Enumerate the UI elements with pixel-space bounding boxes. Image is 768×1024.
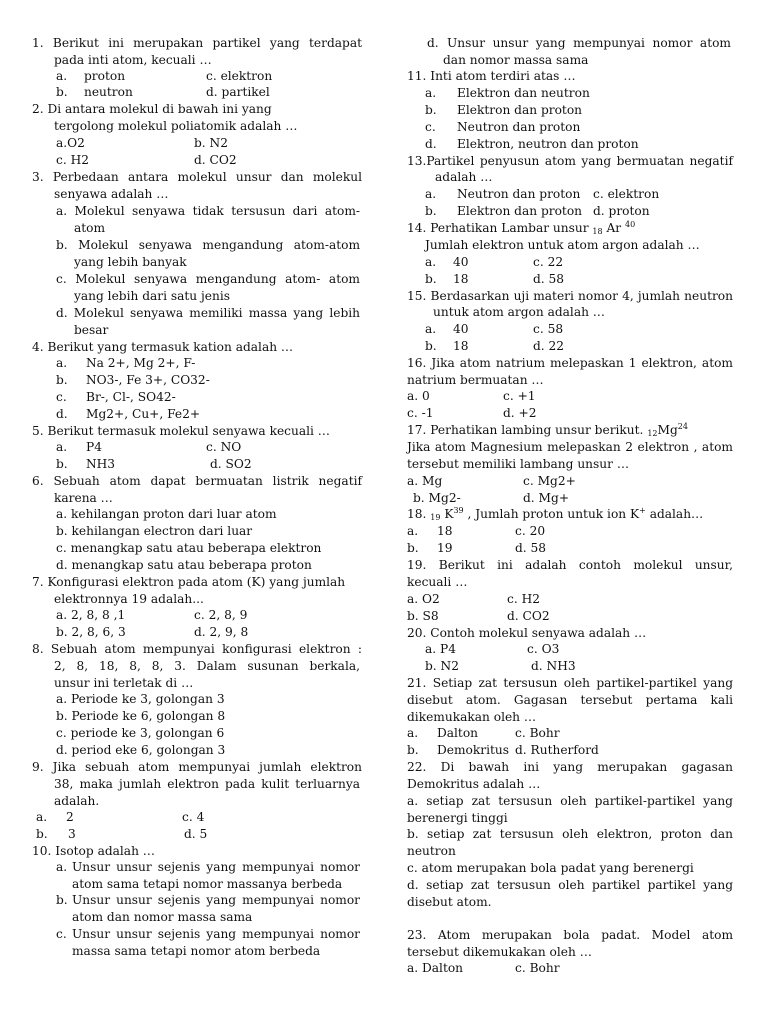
option-label: c. — [56, 927, 67, 941]
option: c. +1 — [503, 389, 536, 403]
option: NO3-, Fe 3+, CO32- — [86, 373, 210, 387]
option-label: d. — [56, 407, 68, 421]
option: d. +2 — [503, 406, 537, 420]
question-22-cont: Demokritus adalah … — [407, 777, 541, 791]
option: 3 — [68, 827, 76, 841]
question-10: 10. Isotop adalah … — [32, 844, 155, 858]
option: Neutron dan proton — [457, 120, 581, 134]
question-8-cont: 2, 8, 18, 8, 8, 3. Dalam susunan berkala, — [54, 659, 360, 673]
option-label: a. — [56, 69, 68, 83]
option: d. CO2 — [194, 153, 237, 167]
option-label: a. — [425, 86, 437, 100]
option: c. NO — [206, 440, 242, 454]
option: c. O3 — [527, 642, 560, 656]
option: a. O2 — [407, 592, 440, 606]
question-18-end: adalah… — [645, 507, 704, 521]
option: c. Mg2+ — [523, 474, 576, 488]
option-label: b. — [425, 339, 437, 353]
option-cont: yang lebih banyak — [74, 255, 187, 269]
question-3-cont: senyawa adalah … — [54, 187, 169, 201]
option: 19 — [437, 541, 453, 555]
option: d. CO2 — [507, 609, 550, 623]
option: Unsur unsur sejenis yang mempunyai nomor — [72, 927, 360, 941]
option: d. 58 — [515, 541, 547, 555]
option: c. 2, 8, 9 — [194, 608, 248, 622]
option: Unsur unsur sejenis yang mempunyai nomor — [72, 893, 360, 907]
option: 2 — [66, 810, 74, 824]
question-21: 21. Setiap zat tersusun oleh partikel-partikel yang — [407, 676, 733, 690]
option-label: b. — [56, 457, 68, 471]
option: Neutron dan proton — [457, 187, 581, 201]
option: a. Molekul senyawa tidak tersusun dari atom- — [56, 204, 360, 218]
option: c. H2 — [507, 592, 540, 606]
question-5: 5. Berikut termasuk molekul senyawa kecuali … — [32, 424, 330, 438]
option: c. elektron — [593, 187, 660, 201]
question-23: 23. Atom merupakan bola padat. Model atom — [407, 928, 733, 942]
option: P4 — [86, 440, 102, 454]
option: 18 — [437, 524, 453, 538]
mass-number: 24 — [677, 422, 688, 431]
option: d. setiap zat tersusun oleh partikel partikel yang — [407, 878, 733, 892]
option: a. Mg — [407, 474, 443, 488]
ion-charge: + — [639, 506, 646, 515]
option: Dalton — [437, 726, 479, 740]
option-label: a. — [56, 440, 68, 454]
atomic-number: 19 — [430, 513, 441, 522]
option-label: b. — [425, 204, 437, 218]
option: c. atom merupakan bola padat yang berenergi — [407, 861, 694, 875]
option-label: b. — [56, 85, 68, 99]
option-label: b. — [36, 827, 48, 841]
option: d. 22 — [533, 339, 565, 353]
option: c. elektron — [206, 69, 273, 83]
option: d. Mg+ — [523, 491, 570, 505]
question-2: 2. Di antara molekul di bawah ini yang — [32, 102, 272, 116]
question-21-cont: disebut atom. Gagasan tersebut pertama kali — [407, 693, 733, 707]
option: c. menangkap satu atau beberapa elektron — [56, 541, 322, 555]
option: c. Bohr — [515, 726, 560, 740]
option: Elektron, neutron dan proton — [457, 137, 639, 151]
question-15-cont: untuk atom argon adalah … — [433, 305, 605, 319]
question-9: 9. Jika sebuah atom mempunyai jumlah elektron — [32, 760, 362, 774]
option: b. Periode ke 6, golongan 8 — [56, 709, 226, 723]
atomic-number: 18 — [592, 227, 603, 236]
option: Demokritus — [437, 743, 509, 757]
option-cont: neutron — [407, 844, 456, 858]
option: proton — [84, 69, 126, 83]
option-label: b. — [407, 743, 419, 757]
option: Unsur unsur sejenis yang mempunyai nomor — [72, 860, 360, 874]
element-symbol: Mg — [657, 423, 678, 437]
option: b. N2 — [194, 136, 228, 150]
question-7-cont: elektronnya 19 adalah... — [54, 592, 204, 606]
element-symbol: K — [440, 507, 454, 521]
option: a. 2, 8, 8 ,1 — [56, 608, 126, 622]
option-label: b. — [425, 103, 437, 117]
option: b. setiap zat tersusun oleh elektron, proton dan — [407, 827, 733, 841]
question-8-cont: unsur ini terletak di … — [54, 676, 194, 690]
option-cont: atom — [74, 221, 106, 235]
question-4: 4. Berikut yang termasuk kation adalah … — [32, 340, 294, 354]
option: b. 2, 8, 6, 3 — [56, 625, 126, 639]
question-18 — [407, 506, 703, 523]
question-16-cont: natrium bermuatan … — [407, 373, 544, 387]
option: a. P4 — [425, 642, 456, 656]
option: d. 58 — [533, 272, 565, 286]
question-15: 15. Berdasarkan uji materi nomor 4, jumlah neutron — [407, 289, 733, 303]
option-label: a. — [425, 322, 437, 336]
option-label: b. — [56, 893, 68, 907]
option-label: a. — [407, 726, 419, 740]
option-label: a. — [56, 356, 68, 370]
option: a. 0 — [407, 389, 430, 403]
option-label: d. — [425, 137, 437, 151]
question-14-cont: Jumlah elektron untuk atom argon adalah … — [425, 238, 700, 252]
option: Elektron dan proton — [457, 103, 583, 117]
option: d. partikel — [206, 85, 270, 99]
question-23-cont: tersebut dikemukakan oleh … — [407, 945, 592, 959]
option: neutron — [84, 85, 133, 99]
question-16: 16. Jika atom natrium melepaskan 1 elektron, atom — [407, 356, 733, 370]
question-18: , Jumlah proton untuk ion K — [463, 507, 640, 521]
option: d. proton — [593, 204, 650, 218]
question-20: 20. Contoh molekul senyawa adalah … — [407, 626, 647, 640]
option-cont: atom dan nomor massa sama — [72, 910, 253, 924]
option: c. 4 — [182, 810, 205, 824]
option: c. H2 — [56, 153, 89, 167]
option: b. Molekul senyawa mengandung atom-atom — [56, 238, 360, 252]
option: Elektron dan proton — [457, 204, 583, 218]
option-cont: berenergi tinggi — [407, 811, 508, 825]
option: c. Molekul senyawa mengandung atom- atom — [56, 272, 360, 286]
option: d. Rutherford — [515, 743, 599, 757]
option-cont: besar — [74, 323, 109, 337]
option: c. periode ke 3, golongan 6 — [56, 726, 225, 740]
option-label: b. — [425, 272, 437, 286]
option: Na 2+, Mg 2+, F- — [86, 356, 196, 370]
option-label: a. — [425, 187, 437, 201]
question-3: 3. Perbedaan antara molekul unsur dan molekul — [32, 170, 362, 184]
option: Unsur unsur yang mempunyai nomor atom — [447, 36, 731, 50]
option: a. kehilangan proton dari luar atom — [56, 507, 277, 521]
option: Br-, Cl-, SO42- — [86, 390, 176, 404]
question-17-cont: Jika atom Magnesium melepaskan 2 elektron , atom — [407, 440, 733, 454]
option: b. Mg2- — [413, 491, 461, 505]
option-cont: massa sama tetapi nomor atom berbeda — [72, 944, 321, 958]
question-17: 17. Perhatikan lambing unsur berikut. — [407, 423, 648, 437]
question-6: 6. Sebuah atom dapat bermuatan listrik negatif — [32, 474, 362, 488]
option-label: a. — [425, 255, 437, 269]
option: a.O2 — [56, 136, 85, 150]
question-19: 19. Berikut ini adalah contoh molekul unsur, — [407, 558, 733, 572]
option: 18 — [453, 339, 469, 353]
option: d. menangkap satu atau beberapa proton — [56, 558, 312, 572]
question-8: 8. Sebuah atom mempunyai konfigurasi elektron : — [32, 642, 362, 656]
option: d. 2, 9, 8 — [194, 625, 249, 639]
option-label: a. — [56, 860, 68, 874]
mass-number: 40 — [625, 220, 636, 229]
option-label: c. — [425, 120, 436, 134]
question-17 — [407, 422, 688, 439]
option: c. -1 — [407, 406, 434, 420]
option: d. period eke 6, golongan 3 — [56, 743, 226, 757]
element-symbol: Ar — [602, 221, 625, 235]
option: b. kehilangan electron dari luar — [56, 524, 253, 538]
option-cont: disebut atom. — [407, 895, 492, 909]
option: 18 — [453, 272, 469, 286]
option: Elektron dan neutron — [457, 86, 590, 100]
question-13: 13.Partikel penyusun atom yang bermuatan negatif — [407, 154, 733, 168]
atomic-number: 12 — [647, 429, 658, 438]
question-9-cont: 38, maka jumlah elektron pada kulit terluarnya — [54, 777, 360, 791]
option: a. Dalton — [407, 961, 464, 975]
option: Mg2+, Cu+, Fe2+ — [86, 407, 201, 421]
option: d. Molekul senyawa memiliki massa yang lebih — [56, 306, 360, 320]
question-14 — [407, 220, 635, 237]
question-13-cont: adalah … — [435, 170, 493, 184]
question-6-cont: karena … — [54, 491, 113, 505]
option-label: d. — [427, 36, 439, 50]
question-2-cont: tergolong molekul poliatomik adalah … — [54, 119, 298, 133]
option: c. 58 — [533, 322, 564, 336]
option-label: a. — [36, 810, 48, 824]
option-label: b. — [56, 373, 68, 387]
question-17-cont: tersebut memiliki lambang unsur … — [407, 457, 630, 471]
question-11: 11. Inti atom terdiri atas … — [407, 69, 576, 83]
option: c. 20 — [515, 524, 546, 538]
option: 40 — [453, 255, 469, 269]
option: c. Bohr — [515, 961, 560, 975]
option: b. S8 — [407, 609, 439, 623]
option-label: b. — [407, 541, 419, 555]
option: d. SO2 — [210, 457, 252, 471]
option: a. Periode ke 3, golongan 3 — [56, 692, 225, 706]
option-cont: yang lebih dari satu jenis — [74, 289, 231, 303]
option-cont: atom sama tetapi nomor massanya berbeda — [72, 877, 343, 891]
mass-number: 39 — [453, 506, 464, 515]
option-cont: dan nomor massa sama — [443, 53, 589, 67]
option: b. N2 — [425, 659, 459, 673]
question-1: 1. Berikut ini merupakan partikel yang terdapat — [32, 36, 362, 50]
option: c. 22 — [533, 255, 564, 269]
question-18-number: 18. — [407, 507, 431, 521]
option: d. 5 — [184, 827, 208, 841]
option-label: a. — [407, 524, 419, 538]
option: d. NH3 — [531, 659, 576, 673]
option-label: c. — [56, 390, 67, 404]
option: 40 — [453, 322, 469, 336]
question-9-cont: adalah. — [54, 794, 100, 808]
question-19-cont: kecuali … — [407, 575, 468, 589]
question-22: 22. Di bawah ini yang merupakan gagasan — [407, 760, 733, 774]
option: a. setiap zat tersusun oleh partikel-partikel yang — [407, 794, 733, 808]
question-1-cont: pada inti atom, kecuali … — [54, 53, 212, 67]
question-21-cont: dikemukakan oleh … — [407, 710, 537, 724]
question-14: 14. Perhatikan Lambar unsur — [407, 221, 593, 235]
question-7: 7. Konfigurasi elektron pada atom (K) yang jumlah — [32, 575, 346, 589]
option: NH3 — [86, 457, 116, 471]
